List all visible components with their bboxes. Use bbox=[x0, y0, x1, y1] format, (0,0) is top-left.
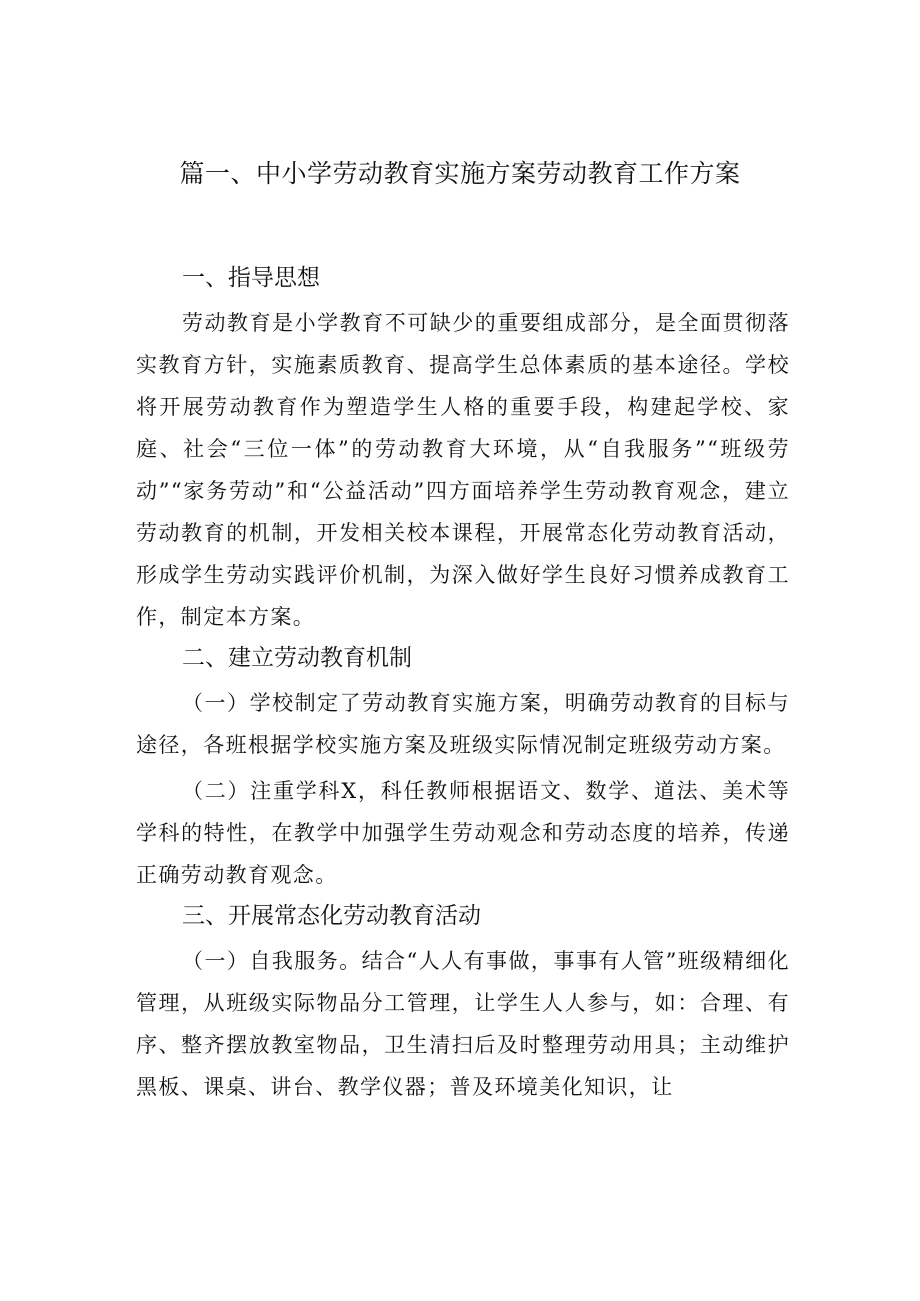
paragraph: （二）注重学科X，科任教师根据语文、数学、道法、美术等学科的特性，在教学中加强学生劳动观念和劳动态度的培养，传递正确劳动教育观念。 bbox=[136, 779, 790, 887]
section-heading-activities: 三、开展常态化劳动教育活动 bbox=[182, 903, 481, 929]
document-title: 篇一、中小学劳动教育实施方案劳动教育工作方案 bbox=[179, 159, 741, 188]
paragraph: 劳动教育是小学教育不可缺少的重要组成部分，是全面贯彻落实教育方针，实施素质教育、提高学生总体素质的基本途径。学校将开展劳动教育作为塑造学生人格的重要手段，构建起学校、家庭、社会“三位一体”的劳动教育大环境，从“自我服务”“班级劳动”“家务劳动”和“公益活动”四方面培养学生劳动教育观念，建立劳动教育的机制，开发相关校本课程，开展常态化劳动教育活动，形成学生劳动实践评价机制，为深入做好学生良好习惯养成教育工作，制定本方案。 bbox=[136, 311, 790, 629]
paragraph: （一）自我服务。结合“人人有事做，事事有人管”班级精细化管理，从班级实际物品分工管理，让学生人人参与，如：合理、有序、整齐摆放教室物品，卫生清扫后及时整理劳动用具；主动维护黑板、课桌、讲台、教学仪器；普及环境美化知识，让 bbox=[136, 949, 790, 1099]
section-heading-guiding-ideology: 一、指导思想 bbox=[182, 265, 320, 291]
section-heading-mechanism: 二、建立劳动教育机制 bbox=[182, 645, 412, 671]
paragraph: （一）学校制定了劳动教育实施方案，明确劳动教育的目标与途径，各班根据学校实施方案及班级实际情况制定班级劳动方案。 bbox=[136, 691, 790, 757]
document-body bbox=[136, 262, 790, 1108]
